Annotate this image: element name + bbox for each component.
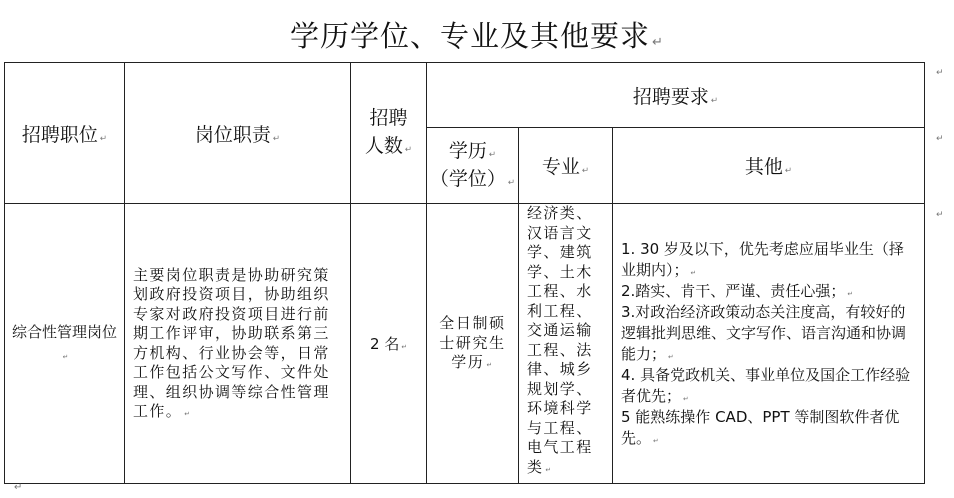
- header-headcount: 招聘 人数 ↵: [351, 63, 427, 204]
- cell-duties: 主要岗位职责是协助研究策划政府投资项目，协助组织专家对政府投资项目进行前期工作评审，协助联系第三方机构、行业协会等，日常工作包括公文写作、文件处理、组织协调等综合性管理工作。 ↵: [125, 204, 351, 484]
- paragraph-mark-icon: ↵: [401, 343, 407, 351]
- paragraph-mark-icon: ↵: [581, 166, 590, 176]
- paragraph-mark-icon: ↵: [99, 133, 108, 144]
- other-item: 1. 30 岁及以下，优先考虑应届毕业生（择业期内）； ↵: [621, 239, 904, 279]
- cell-headcount: 2 名 ↵: [351, 204, 427, 484]
- title-text: 学历学位、专业及其他要求: [290, 19, 651, 53]
- header-position: 招聘职位 ↵: [5, 63, 125, 204]
- header-requirements: 招聘要求 ↵: [427, 63, 925, 128]
- other-item: 3.对政治经济政策动态关注度高，有较好的逻辑批判思维、文字写作、语言沟通和协调能力； ↵: [621, 302, 907, 363]
- paragraph-mark-icon: ↵: [683, 394, 689, 403]
- row-end-mark-icon: ↵: [936, 68, 944, 78]
- paragraph-mark-icon: ↵: [784, 166, 793, 176]
- row-end-mark-icon: ↵: [936, 134, 944, 144]
- paragraph-mark-icon: ↵: [62, 352, 69, 361]
- paragraph-mark-icon: ↵: [184, 410, 192, 418]
- cell-other-requirements: [613, 204, 925, 484]
- paragraph-mark-icon: ↵: [507, 177, 516, 188]
- paragraph-mark-icon: ↵: [545, 465, 553, 474]
- paragraph-mark-icon: ↵: [272, 133, 281, 144]
- paragraph-mark-icon: ↵: [486, 361, 494, 370]
- cell-position: 综合性管理岗位↵: [5, 204, 125, 484]
- paragraph-mark-icon: ↵: [14, 482, 23, 493]
- other-item: 4. 具备党政机关、事业单位及国企工作经验者优先； ↵: [621, 365, 911, 405]
- cell-education: 全日制硕士研究生学历 ↵: [427, 204, 519, 484]
- row-end-mark-icon: ↵: [936, 210, 944, 220]
- header-duties: 岗位职责 ↵: [125, 63, 351, 204]
- paragraph-mark-icon: ↵: [652, 35, 664, 50]
- paragraph-mark-icon: ↵: [710, 95, 719, 106]
- paragraph-mark-icon: ↵: [488, 149, 497, 160]
- paragraph-mark-icon: ↵: [653, 436, 659, 445]
- header-education: 学历 ↵ （学位） ↵: [427, 128, 519, 204]
- header-other: 其他 ↵: [613, 128, 925, 204]
- document-title: [0, 14, 954, 55]
- paragraph-mark-icon: ↵: [404, 145, 413, 155]
- other-item: 5 能熟练操作 CAD、PPT 等制图软件者优先。 ↵: [621, 407, 900, 447]
- paragraph-mark-icon: ↵: [690, 268, 697, 277]
- other-item: 2.踏实、肯干、严谨、责任心强； ↵: [621, 281, 853, 300]
- cell-majors: 经济类、汉语言文学、建筑学、土木工程、水利工程、交通运输工程、法律、城乡规划学、环境科学与工程、电气工程类 ↵: [519, 204, 613, 484]
- header-major: 专业 ↵: [519, 128, 613, 204]
- paragraph-mark-icon: ↵: [668, 352, 674, 361]
- requirements-table: [4, 62, 925, 484]
- paragraph-mark-icon: ↵: [847, 289, 853, 298]
